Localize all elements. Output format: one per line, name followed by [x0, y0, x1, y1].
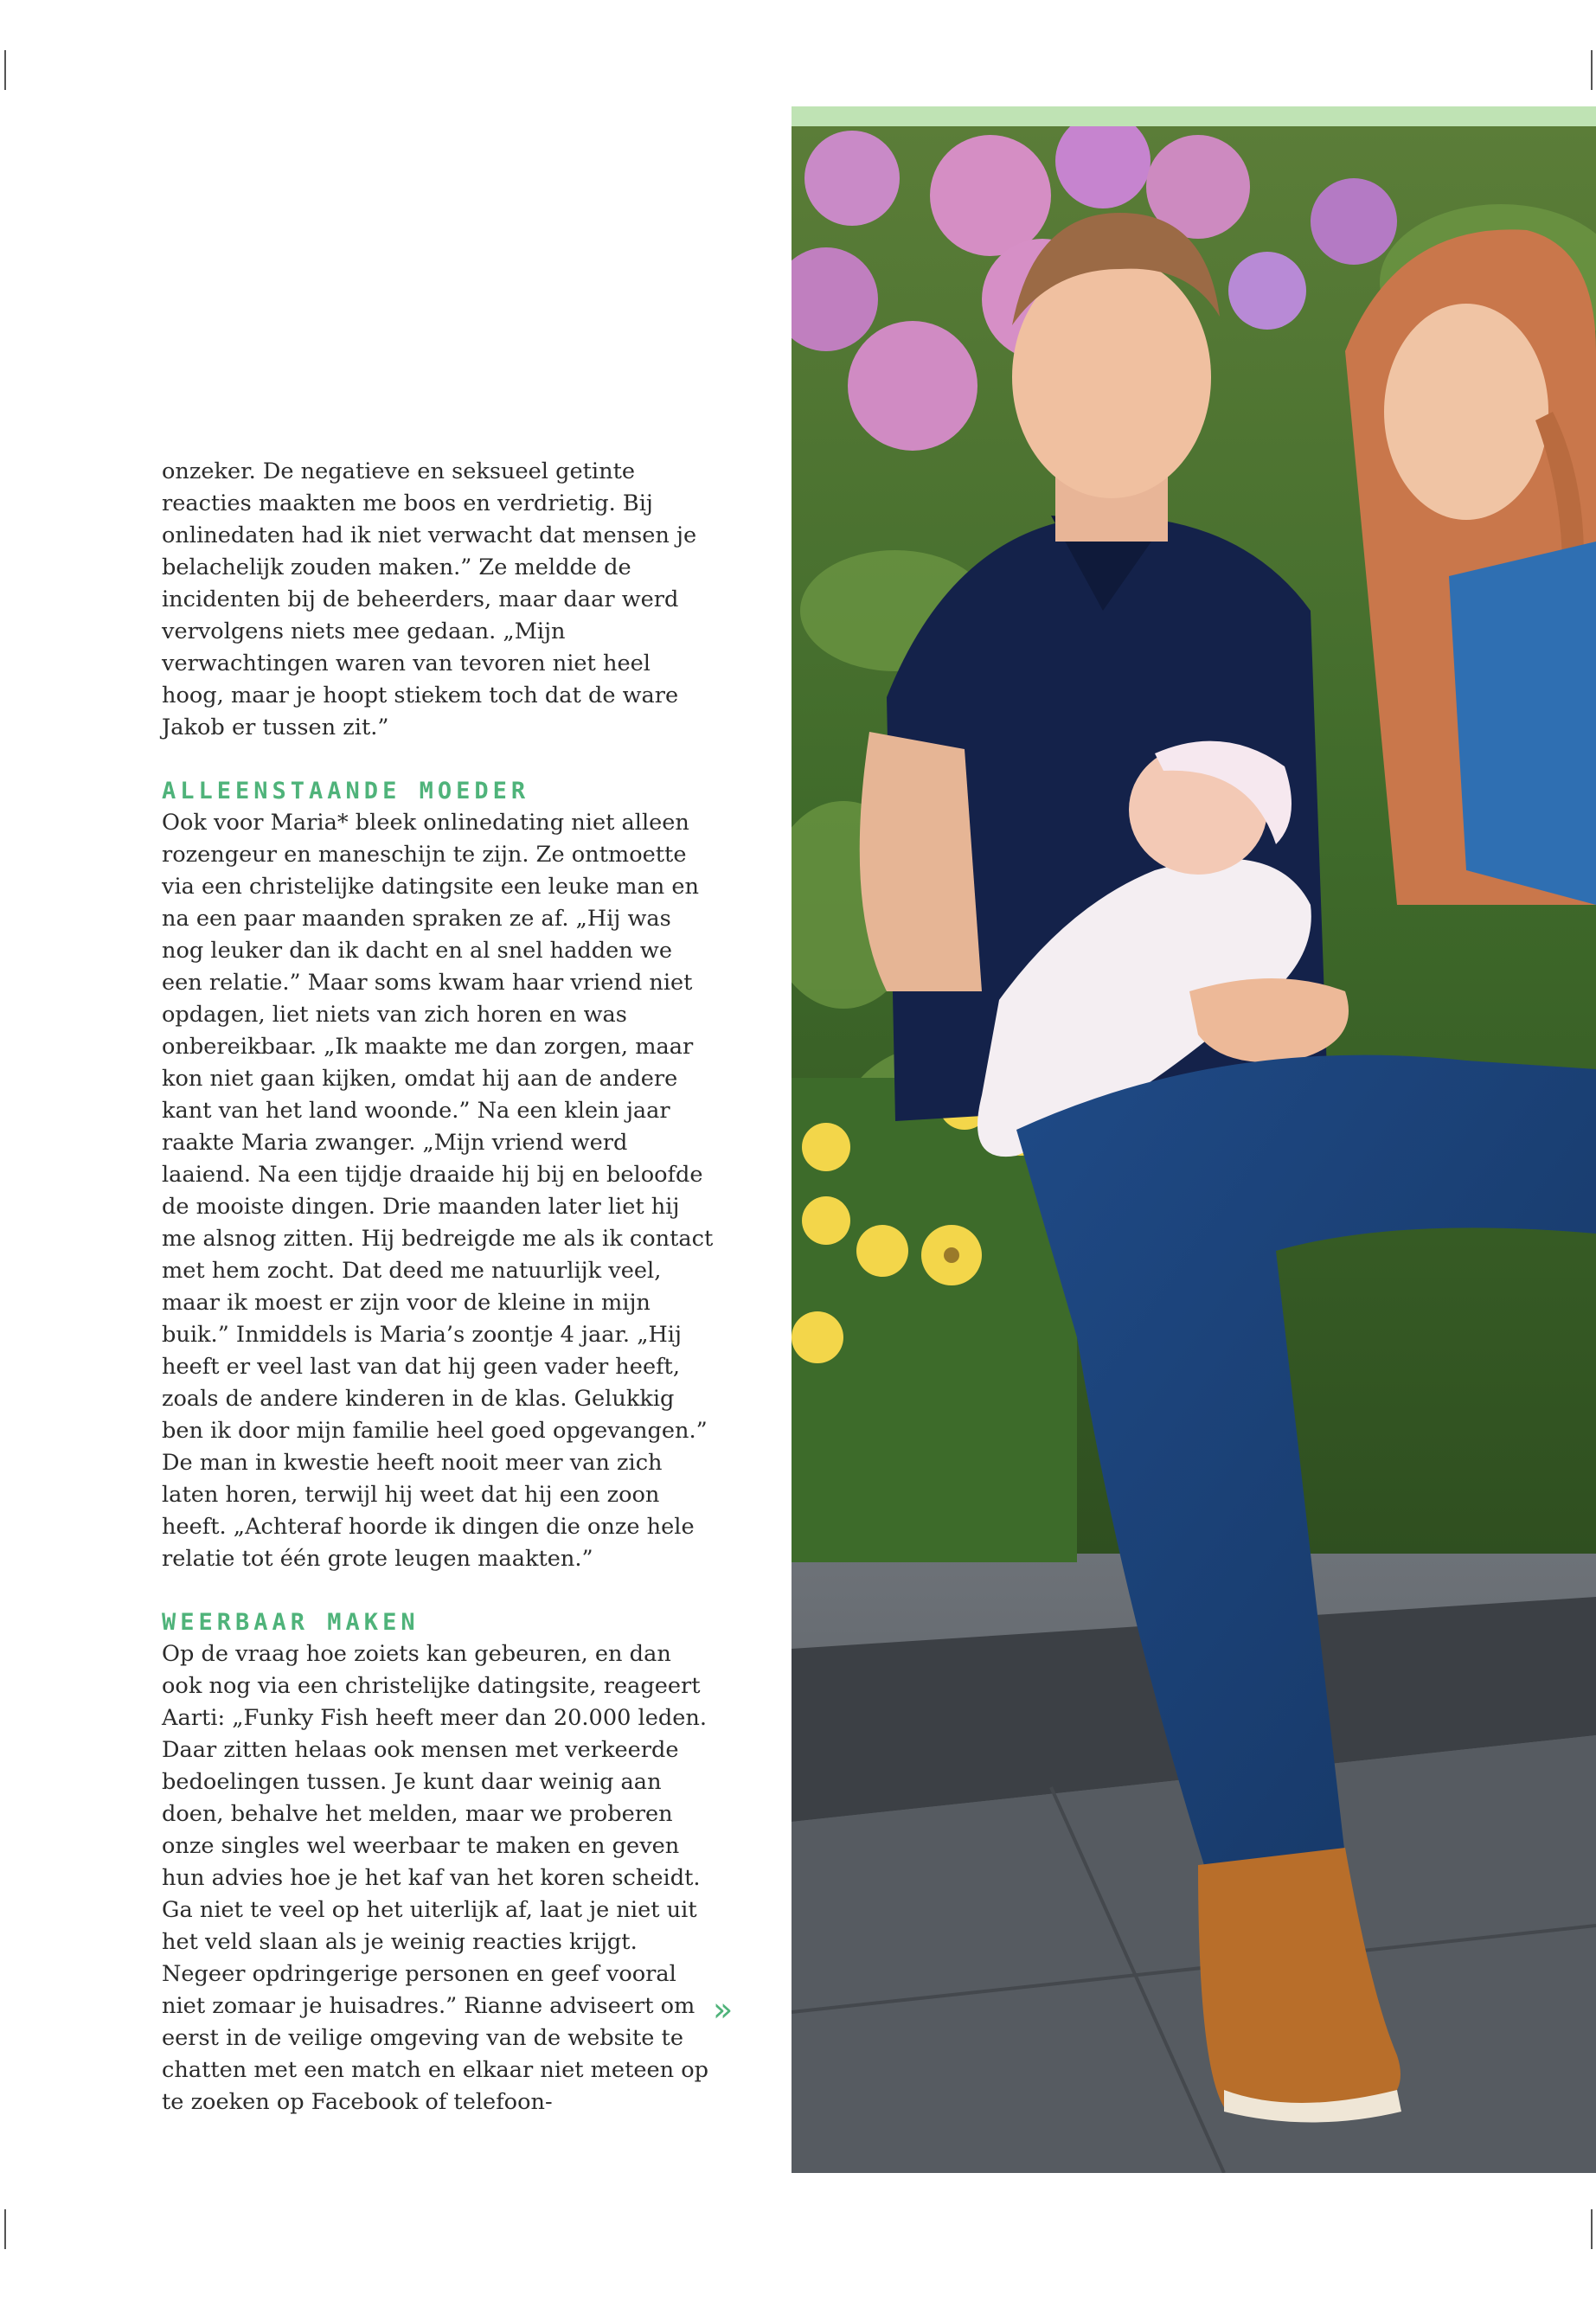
paragraph-maria: Ook voor Maria* bleek onlinedating niet alleen rozengeur en maneschijn te zijn. Ze ontmoette via een christelijke datingsite een leuke man en na een paar maanden spraken ze af. „Hij was nog leuker dan ik dacht en al snel hadden we een relatie.” Maar soms kwam haar vriend niet opdagen, liet niets van zich horen en was onbereikbaar. „Ik maakte me dan zorgen, maar kon niet gaan kijken, omdat hij aan de andere kant van het land woonde.” Na een klein jaar raakte Maria zwanger. „Mijn vriend werd laaiend. Na een tijdje draaide hij bij en beloofde de mooiste dingen. Drie maanden later liet hij me alsnog zitten. Hij bedreigde me als ik contact met hem zocht. Dat deed me natuurlijk veel, maar ik moest er zijn voor de kleine in mijn buik.” Inmiddels is Maria’s zoontje 4 jaar. „Hij heeft er veel last van dat hij geen vader heeft, zoals de andere kinderen in de klas. Gelukkig ben ik door mijn familie heel goed opgevangen.” De man in kwestie heeft nooit meer van zich laten horen, terwijl hij weet dat hij een zoon heeft. „Achteraf hoorde ik dingen die onze hele relatie tot één grote leugen maakten.” — [162, 810, 714, 1572]
crop-mark-top-left — [4, 50, 6, 90]
section-heading-alleenstaande-moeder: ALLEENSTAANDE MOEDER — [162, 778, 530, 804]
photo-illustration — [792, 126, 1596, 2173]
accent-bar — [792, 106, 1596, 126]
family-photo — [792, 126, 1596, 2173]
spacer — [162, 744, 715, 775]
crop-mark-bottom-right — [1591, 2209, 1593, 2249]
paragraph-intro: onzeker. De negatieve en seksueel getinte reacties maakten me boos en verdrietig. Bij onlinedaten had ik niet verwacht dat mensen je belachelijk zouden maken.” Ze meldde de incidenten bij de beheerders, maar daar werd vervolgens niets mee gedaan. „Mijn verwachtingen waren van tevoren niet heel hoog, maar je hoopt stiekem toch dat de ware Jakob er tussen zit.” — [162, 458, 697, 740]
crop-mark-top-right — [1591, 50, 1593, 90]
spacer — [162, 1575, 715, 1606]
crop-mark-bottom-left — [4, 2209, 6, 2249]
paragraph-advice: Op de vraag hoe zoiets kan gebeuren, en dan ook nog via een christelijke datingsite, reageert Aarti: „Funky Fish heeft meer dan 20.000 leden. Daar zitten helaas ook mensen met verkeerde bedoelingen tussen. Je kunt daar weinig aan doen, behalve het melden, maar we proberen onze singles wel weerbaar te maken en geven hun advies hoe je het kaf van het koren scheidt. Ga niet te veel op het uiterlijk af, laat je niet uit het veld slaan als je weinig reacties krijgt. Negeer opdringerige personen en geef vooral niet zomaar je huisadres.” Rianne adviseert om eerst in de veilige omgeving van de website te chatten met een match en elkaar niet meteen op te zoeken op Facebook of telefoon- — [162, 1641, 709, 2115]
continue-arrow-icon: » — [713, 1990, 734, 2029]
section-heading-weerbaar-maken: WEERBAAR MAKEN — [162, 1609, 420, 1636]
article-column — [162, 456, 715, 2118]
